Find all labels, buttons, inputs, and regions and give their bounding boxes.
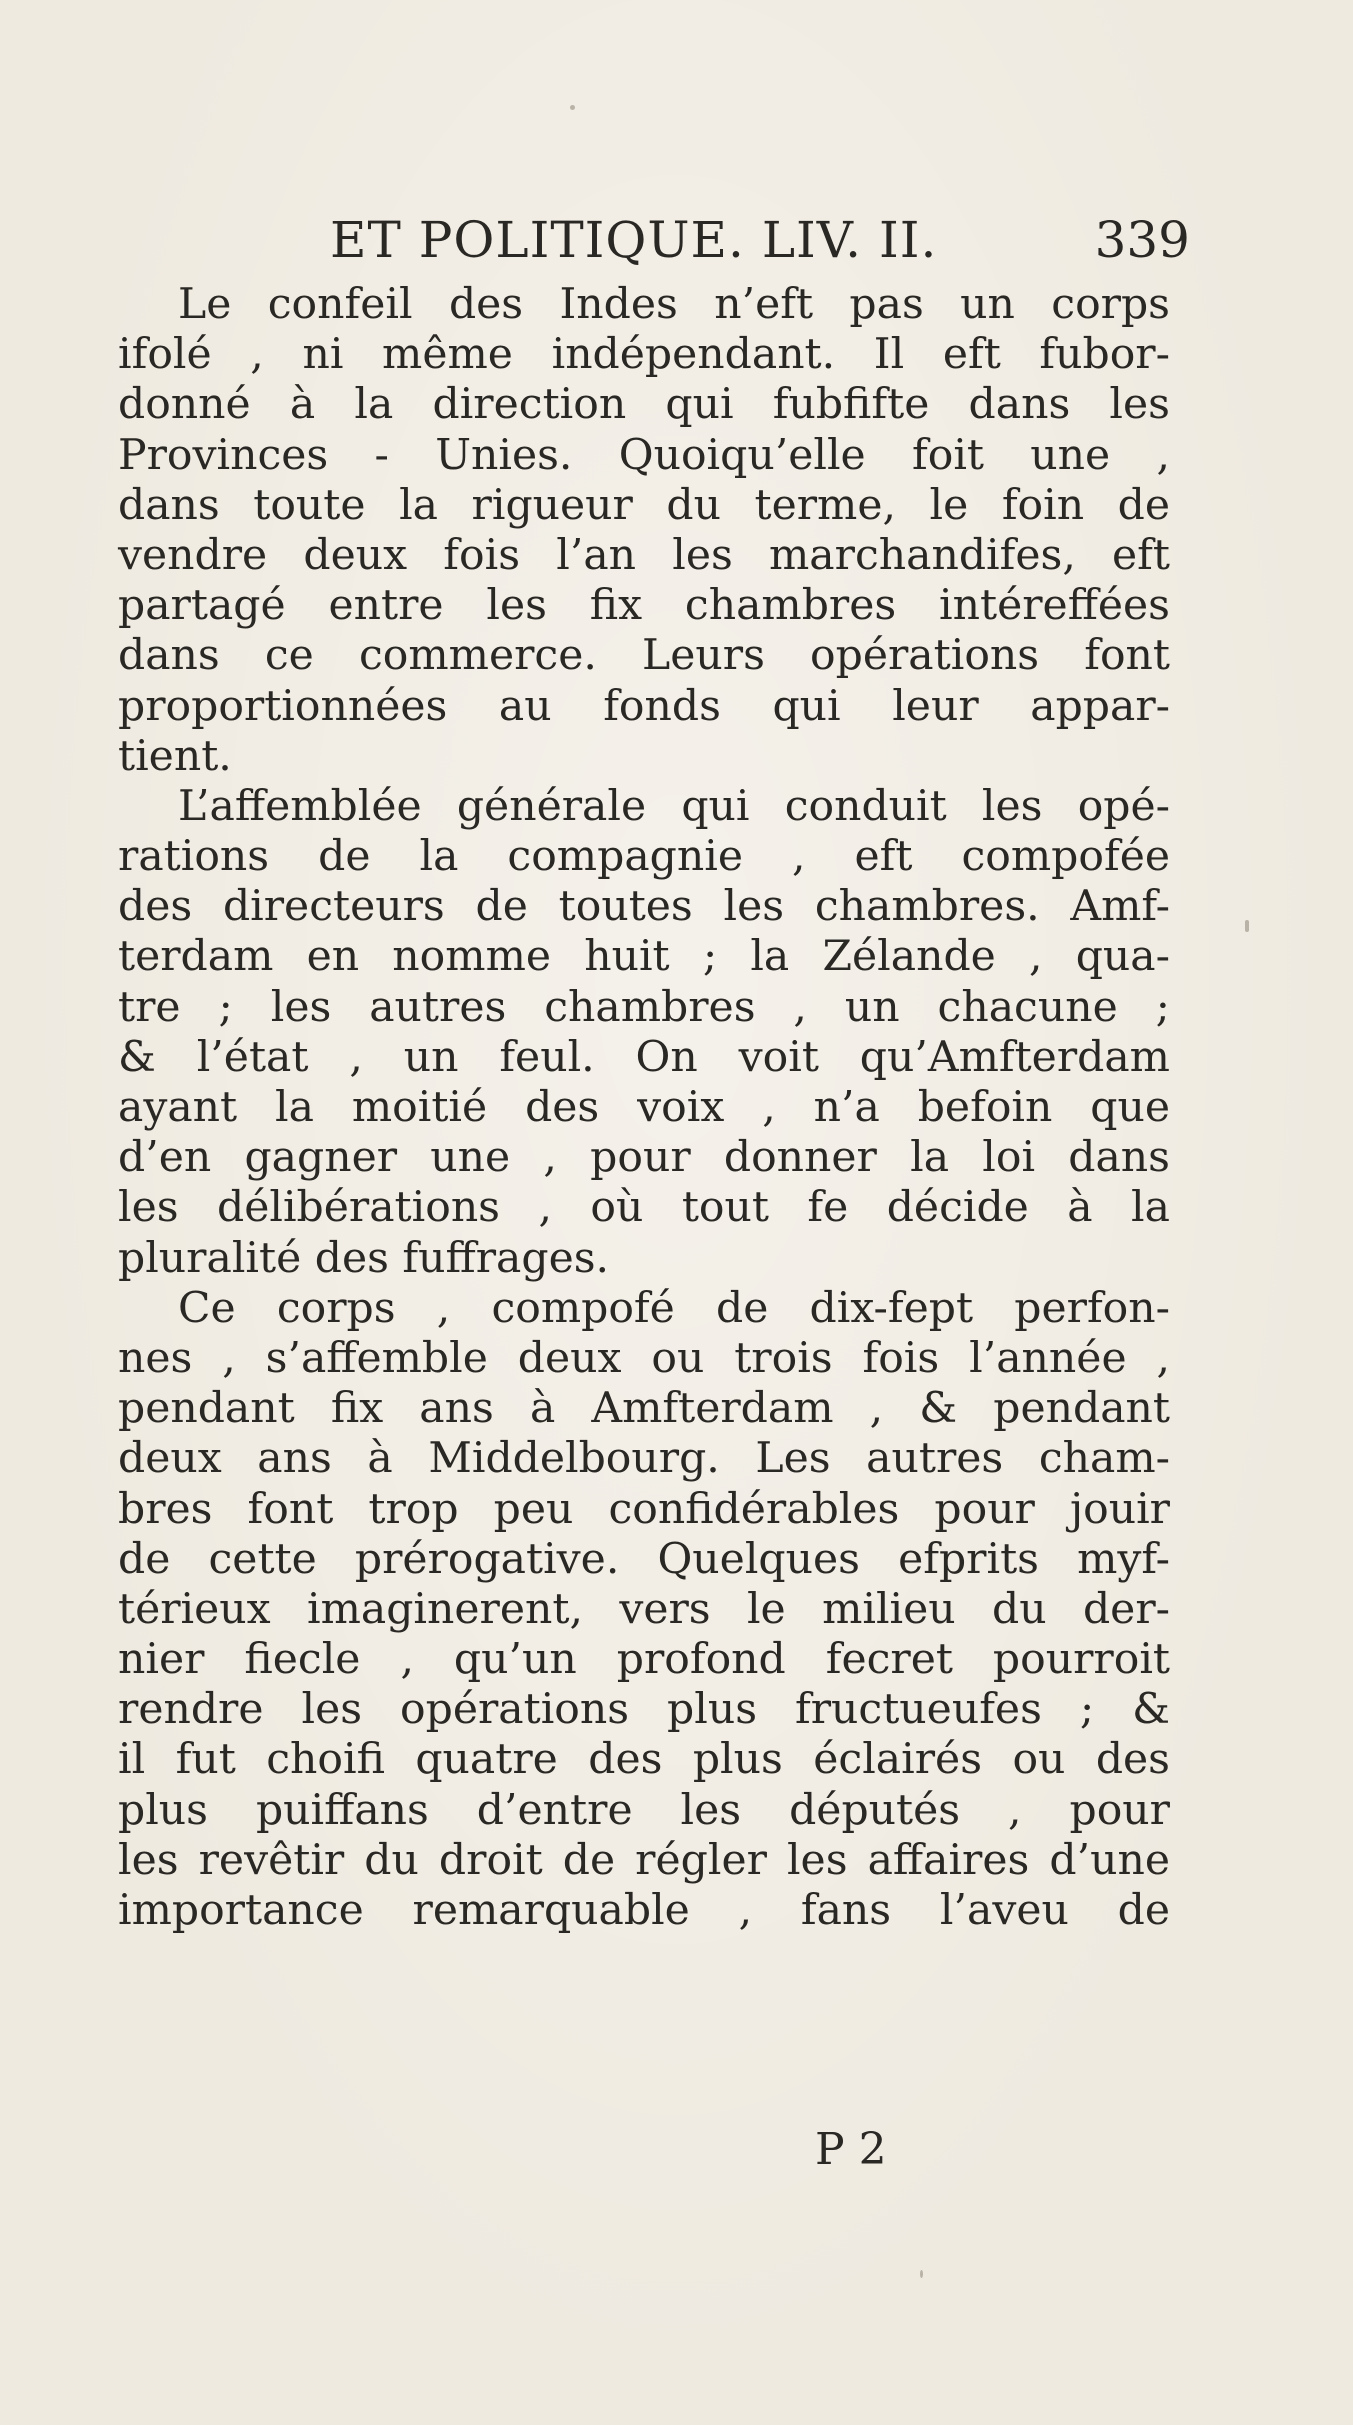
text-line: importance remarquable , fans l’aveu de [118, 1886, 1170, 1935]
text-line: rations de la compagnie , eft compofée [118, 832, 1170, 882]
text-line: Le confeil des Indes n’eft pas un corps [178, 280, 1170, 329]
text-line: nes , s’affemble deux ou trois fois l’année , [118, 1333, 1170, 1383]
text-line: plus puiffans d’entre les députés , pour [118, 1785, 1170, 1835]
page-number: 339 [1094, 211, 1190, 269]
text-line: dans toute la rigueur du terme, le foin de [118, 480, 1170, 530]
text-line: Provinces - Unies. Quoiqu’elle foit une , [118, 430, 1170, 480]
paragraph-2 [118, 782, 1170, 1284]
text-line: vendre deux fois l’an les marchandifes, eft [118, 530, 1170, 580]
text-line: tre ; les autres chambres , un chacune ; [118, 982, 1170, 1032]
text-line: tient. [118, 731, 232, 781]
running-title: ET POLITIQUE. LIV. II. [330, 211, 938, 269]
text-line: terdam en nomme huit ; la Zélande , qua- [118, 932, 1170, 982]
body-text [118, 280, 1170, 1936]
text-line: térieux imaginerent, vers le milieu du der- [118, 1584, 1170, 1634]
text-line: dans ce commerce. Leurs opérations font [118, 631, 1170, 681]
paragraph-1 [118, 280, 1170, 782]
text-line: les revêtir du droit de régler les affaires d’une [118, 1835, 1170, 1885]
paragraph-3 [118, 1284, 1170, 1936]
signature-mark: P 2 [815, 2124, 887, 2175]
paper-speck [920, 2270, 923, 2278]
text-line: les délibérations , où tout fe décide à la [118, 1183, 1170, 1233]
text-line: proportionnées au fonds qui leur appar- [118, 681, 1170, 731]
text-line: & l’état , un feul. On voit qu’Amfterdam [118, 1032, 1170, 1082]
text-line: des directeurs de toutes les chambres. Amf- [118, 882, 1170, 932]
page-header [330, 205, 1190, 275]
text-line: deux ans à Middelbourg. Les autres cham- [118, 1434, 1170, 1484]
text-line: Ce corps , compofé de dix-fept perfon- [178, 1283, 1170, 1333]
text-line: d’en gagner une , pour donner la loi dans [118, 1133, 1170, 1183]
text-line: bres font trop peu confidérables pour jouir [118, 1484, 1170, 1534]
text-line: ifolé , ni même indépendant. Il eft fubor- [118, 330, 1170, 380]
text-line: de cette prérogative. Quelques efprits myf- [118, 1534, 1170, 1584]
text-line: pluralité des fuffrages. [118, 1233, 610, 1283]
text-line: il fut choifi quatre des plus éclairés ou des [118, 1735, 1170, 1785]
text-line: pendant fix ans à Amfterdam , & pendant [118, 1384, 1170, 1434]
text-line: rendre les opérations plus fructueufes ; & [118, 1685, 1170, 1735]
paper-speck [570, 105, 575, 110]
text-line: partagé entre les fix chambres intéreffées [118, 581, 1170, 631]
text-line: ayant la moitié des voix , n’a befoin que [118, 1083, 1170, 1132]
text-line: donné à la direction qui fubfifte dans les [118, 380, 1170, 430]
paper-speck [1245, 920, 1249, 932]
text-line: nier fiecle , qu’un profond fecret pourroit [118, 1635, 1170, 1685]
text-line: L’affemblée générale qui conduit les opé- [178, 781, 1170, 831]
